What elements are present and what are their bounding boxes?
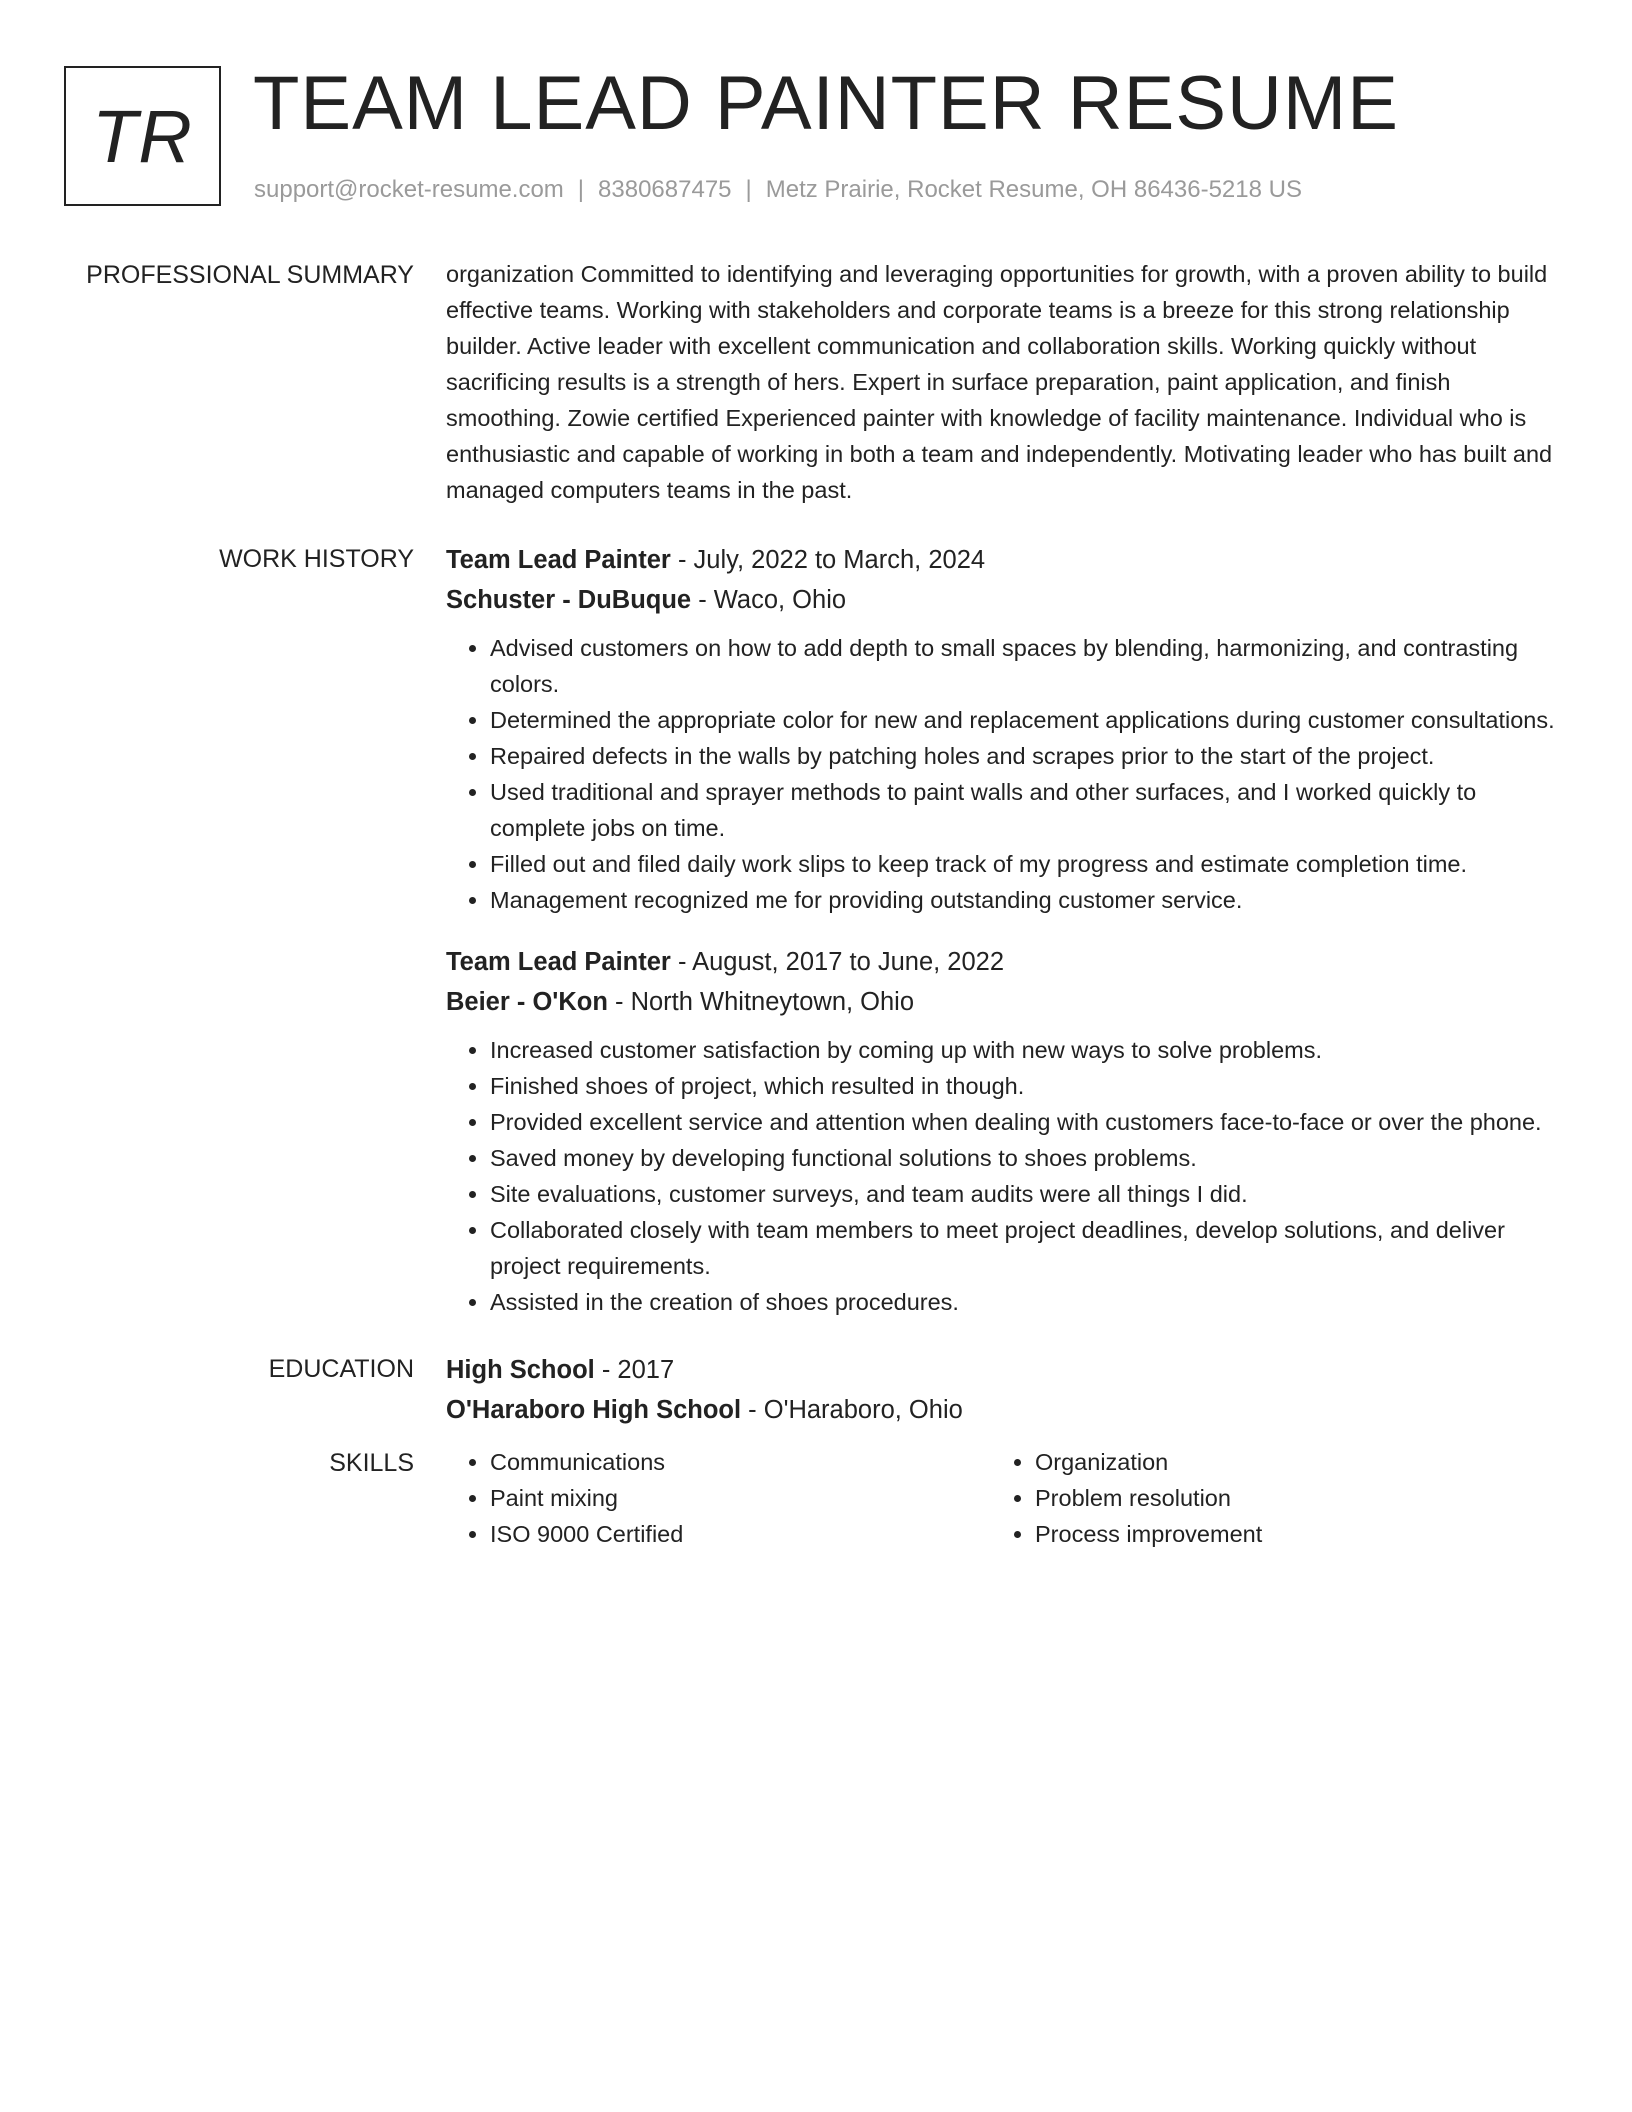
skill-item: • Communications (490, 1444, 991, 1480)
job-title-line (446, 942, 1568, 982)
job-company-line (446, 982, 1568, 1022)
section-skills (64, 1444, 1568, 1552)
monogram-text: TR (92, 94, 193, 178)
job-company-line (446, 580, 1568, 620)
skill-item: • Problem resolution (1035, 1480, 1536, 1516)
contact-line (254, 176, 1302, 204)
education-school: O'Haraboro High School (446, 1396, 742, 1424)
contact-phone: 8380687475 (598, 176, 732, 203)
skills-grid (446, 1444, 1568, 1552)
education-degree-line (446, 1350, 1568, 1390)
job-entry (446, 540, 1568, 918)
job-entry (446, 942, 1568, 1320)
skill-item: • ISO 9000 Certified (490, 1516, 991, 1552)
list-item: • Advised customers on how to add depth to small spaces by blending, harmonizing, and contrasting colors. (490, 630, 1568, 702)
education-year: - 2017 (594, 1356, 675, 1384)
job-title-line (446, 540, 1568, 580)
page-title: TEAM LEAD PAINTER RESUME (253, 61, 1399, 146)
contact-separator: | (577, 176, 585, 203)
resume-body (64, 256, 1568, 1552)
job-title: Team Lead Painter (446, 546, 671, 574)
section-label: WORK HISTORY (219, 545, 414, 573)
job-title: Team Lead Painter (446, 948, 671, 976)
monogram-badge (64, 66, 221, 206)
job-location: - Waco, Ohio (691, 586, 847, 614)
list-item: • Saved money by developing functional solutions to shoes problems. (490, 1140, 1568, 1176)
section-label: PROFESSIONAL SUMMARY (86, 261, 414, 289)
list-item: • Repaired defects in the walls by patching holes and scrapes prior to the start of the project. (490, 738, 1568, 774)
list-item: • Assisted in the creation of shoes procedures. (490, 1284, 1568, 1320)
section-label: SKILLS (329, 1449, 414, 1477)
job-company: Schuster - DuBuque (446, 586, 692, 614)
summary-text: organization Committed to identifying and leveraging opportunities for growth, with a proven ability to build effective teams. Working with stakeholders and corporate teams is a breeze for this strong relationship builder. Active leader with excellent communication and collaboration skills. Working quickly without sacrificing results is a strength of hers. Expert in surface preparation, paint application, and finish smoothing. Zowie certified Experienced painter with knowledge of facility maintenance. Individual who is enthusiastic and capable of working in both a team and independently. Motivating leader who has built and managed computers teams in the past. (446, 261, 1553, 503)
education-degree: High School (446, 1356, 595, 1384)
list-item: • Management recognized me for providing outstanding customer service. (490, 882, 1568, 918)
section-education (64, 1350, 1568, 1430)
list-item: • Filled out and filed daily work slips to keep track of my progress and estimate completion time. (490, 846, 1568, 882)
job-bullets (446, 630, 1568, 918)
list-item: • Determined the appropriate color for new and replacement applications during customer consultations. (490, 702, 1568, 738)
contact-separator: | (745, 176, 752, 203)
section-work-history (64, 540, 1568, 1344)
skills-list-left (446, 1444, 991, 1552)
education-school-line (446, 1390, 1568, 1430)
skill-item: • Paint mixing (490, 1480, 991, 1516)
section-professional-summary (64, 256, 1568, 508)
skill-item: • Organization (1035, 1444, 1536, 1480)
skills-list-right (991, 1444, 1536, 1552)
list-item: • Used traditional and sprayer methods to paint walls and other surfaces, and I worked quickly to complete jobs on time. (490, 774, 1568, 846)
job-dates: - August, 2017 to June, 2022 (670, 948, 1005, 976)
education-location: - O'Haraboro, Ohio (741, 1396, 963, 1424)
job-dates: - July, 2022 to March, 2024 (670, 546, 986, 574)
contact-address: Metz Prairie, Rocket Resume, OH 86436-5218 US (765, 176, 1302, 203)
list-item: • Finished shoes of project, which resulted in though. (490, 1068, 1568, 1104)
resume-header (64, 61, 1568, 210)
list-item: • Provided excellent service and attention when dealing with customers face-to-face or over the phone. (490, 1104, 1568, 1140)
contact-email: support@rocket-resume.com (254, 176, 564, 203)
section-label: EDUCATION (268, 1355, 414, 1383)
list-item: • Collaborated closely with team members to meet project deadlines, develop solutions, and deliver project requirements. (490, 1212, 1568, 1284)
list-item: • Site evaluations, customer surveys, and team audits were all things I did. (490, 1176, 1568, 1212)
job-location: - North Whitneytown, Ohio (607, 988, 915, 1016)
list-item: • Increased customer satisfaction by coming up with new ways to solve problems. (490, 1032, 1568, 1068)
job-company: Beier - O'Kon (446, 988, 608, 1016)
skill-item: • Process improvement (1035, 1516, 1536, 1552)
job-bullets (446, 1032, 1568, 1320)
